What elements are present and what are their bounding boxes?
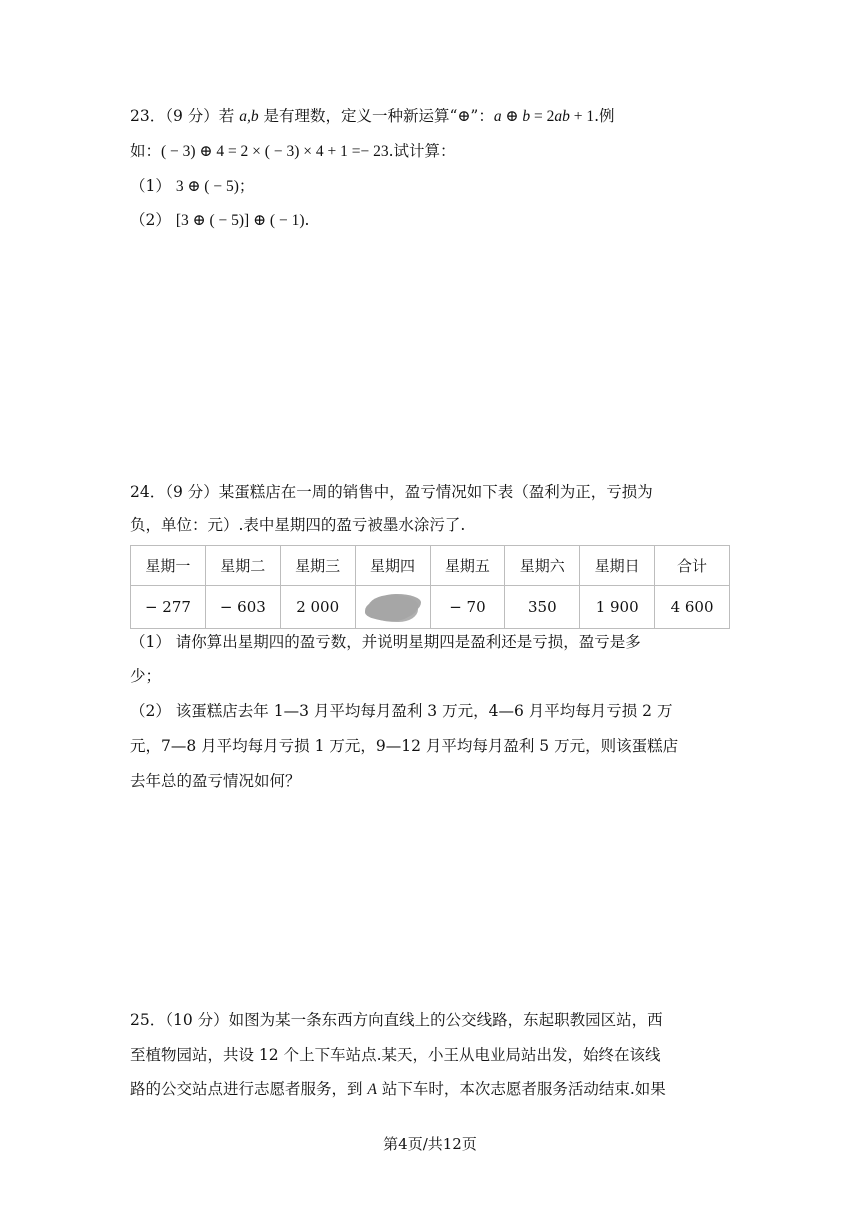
q23-vars: a,b: [239, 108, 259, 125]
table-row: [131, 586, 730, 629]
q23-example-label: 如：: [130, 142, 162, 160]
q24-line-2: 负，单位：元）.表中星期四的盈亏被墨水涂污了.: [130, 516, 466, 534]
q24-part-1-line-2: 少；: [130, 667, 162, 685]
table-header-cell: 星期三: [280, 546, 355, 586]
q23-example-start: .例: [594, 107, 615, 125]
q25-station-var: A: [367, 1081, 377, 1098]
q23-part-1: （1） 3 ⊕ ( − 5)；: [130, 177, 255, 195]
table-header-cell: 星期日: [580, 546, 655, 586]
q24-part-2-line-1: （2） 该蛋糕店去年 1—3 月平均每月盈利 3 万元，4—6 月平均每月亏损 2 万: [130, 702, 673, 720]
table-value-cell: 4 600: [655, 586, 730, 629]
q23-number: 23．（9 分）若: [130, 107, 235, 125]
table-header-cell: 星期五: [430, 546, 505, 586]
table-value-cell-blotted: [355, 586, 430, 629]
table-value-cell: 2 000: [280, 586, 355, 629]
table-header-cell: 星期二: [205, 546, 280, 586]
ink-blot-icon: [368, 595, 418, 619]
q23-formula: a ⊕ b = 2ab + 1: [493, 108, 595, 125]
q23-definition-text: 是有理数，定义一种新运算“⊕”：: [263, 107, 494, 125]
table-value-cell: 350: [505, 586, 580, 629]
q25-line-1: 25．（10 分）如图为某一条东西方向直线上的公交线路，东起职教园区站，西: [130, 1011, 663, 1029]
q24-part-1-line-1: （1） 请你算出星期四的盈亏数，并说明星期四是盈利还是亏损，盈亏是多: [130, 633, 641, 651]
q24-profit-table: [130, 545, 730, 629]
table-header-cell: 星期四: [355, 546, 430, 586]
table-header-cell: 星期六: [505, 546, 580, 586]
q23-part-1-formula: 3 ⊕ ( − 5): [175, 178, 239, 195]
q23-line-2: [130, 139, 456, 161]
q24-part-2-line-3: 去年总的盈亏情况如何？: [130, 772, 301, 790]
page-footer: 第4页/共12页: [383, 1135, 477, 1153]
table-value-cell: − 277: [131, 586, 206, 629]
table-value-cell: − 603: [205, 586, 280, 629]
q24-line-1: 24．（9 分）某蛋糕店在一周的销售中，盈亏情况如下表（盈利为正，亏损为: [130, 483, 653, 501]
q25-line-3: 路的公交站点进行志愿者服务，到 A 站下车时，本次志愿者服务活动结束.如果: [130, 1080, 666, 1098]
q25-line-2: 至植物园站，共设 12 个上下车站点.某天，小王从电业局站出发，始终在该线: [130, 1046, 661, 1064]
table-value-cell: − 70: [430, 586, 505, 629]
q23-example-formula: ( − 3) ⊕ 4 = 2 × ( − 3) × 4 + 1 =− 23: [161, 143, 389, 160]
table-header-cell: 合计: [655, 546, 730, 586]
q24-part-2-line-2: 元，7—8 月平均每月亏损 1 万元，9—12 月平均每月盈利 5 万元，则该蛋糕店: [130, 737, 679, 755]
q23-part-2: （2） [3 ⊕ ( − 5)] ⊕ ( − 1).: [130, 211, 310, 229]
table-header-cell: 星期一: [131, 546, 206, 586]
table-row: [131, 546, 730, 586]
table-value-cell: 1 900: [580, 586, 655, 629]
q23-line-1: [130, 104, 615, 126]
q23-part-2-formula: [3 ⊕ ( − 5)] ⊕ ( − 1): [175, 212, 305, 229]
q23-instruction: .试计算：: [388, 142, 456, 160]
